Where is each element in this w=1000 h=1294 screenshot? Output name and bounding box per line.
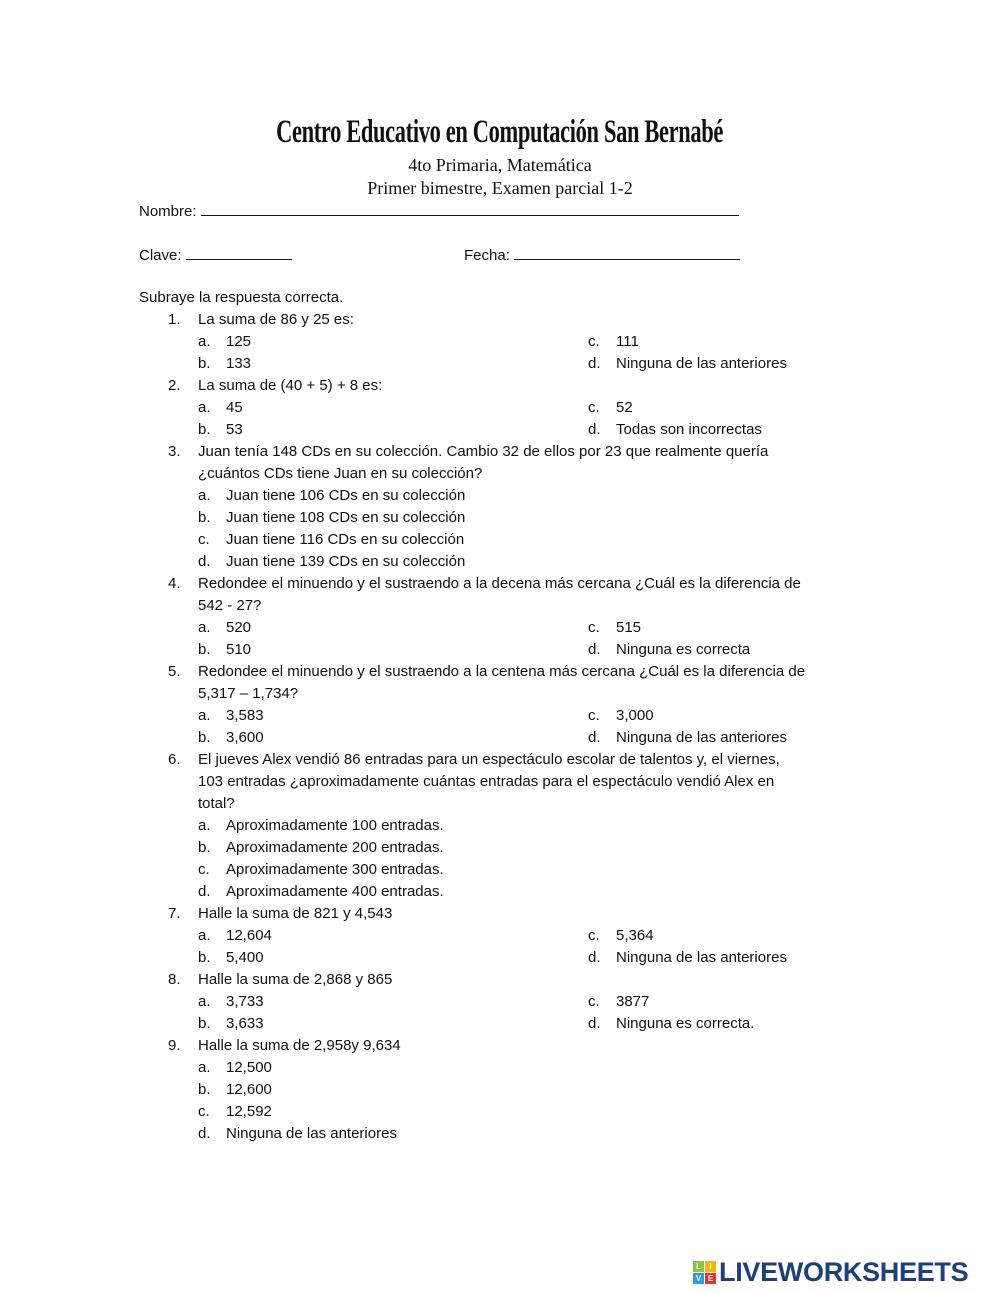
question-line (139, 375, 879, 397)
option-row (139, 1123, 879, 1145)
fecha-field[interactable] (464, 245, 740, 264)
question-6 (139, 749, 879, 903)
answer-option[interactable]: Aproximadamente 200 entradas. (226, 839, 444, 856)
subtitle-exam: Primer bimestre, Examen parcial 1-2 (367, 178, 633, 198)
option-row (139, 397, 879, 419)
answer-option[interactable]: Ninguna es correcta. (616, 1015, 755, 1032)
answer-option[interactable]: 5,400 (226, 949, 264, 966)
option-row (139, 507, 879, 529)
logo-tile: E (705, 1273, 716, 1284)
option-letter: d. (588, 729, 601, 746)
question-3 (139, 441, 879, 573)
answer-option[interactable]: 111 (616, 333, 639, 350)
option-row (139, 925, 879, 947)
exam-questions (139, 287, 879, 1145)
option-letter: b. (198, 1081, 211, 1098)
answer-option[interactable]: Aproximadamente 400 entradas. (226, 883, 444, 900)
question-text: Juan tenía 148 CDs en su colección. Cambio 32 de ellos por 23 que realmente quería (198, 443, 769, 460)
option-letter: d. (588, 1015, 601, 1032)
option-row (139, 1079, 879, 1101)
option-letter: c. (588, 707, 600, 724)
instruction: Subraye la respuesta correcta. (139, 289, 344, 306)
option-letter: c. (198, 1103, 210, 1120)
question-7 (139, 903, 879, 969)
question-line (139, 573, 879, 595)
option-row (139, 727, 879, 749)
question-text: 542 - 27? (198, 597, 262, 614)
option-letter: d. (588, 641, 601, 658)
option-row (139, 617, 879, 639)
question-number: 8. (168, 971, 181, 988)
question-8 (139, 969, 879, 1035)
option-letter: a. (198, 707, 211, 724)
option-letter: c. (588, 619, 600, 636)
clave-field[interactable] (139, 245, 292, 264)
logo-tile: I (705, 1261, 716, 1272)
answer-option[interactable]: 52 (616, 399, 633, 416)
answer-option[interactable]: 12,600 (226, 1081, 272, 1098)
option-letter: d. (198, 553, 211, 570)
name-field[interactable] (139, 201, 739, 220)
question-text: 5,317 – 1,734? (198, 685, 299, 702)
option-row (139, 947, 879, 969)
answer-option[interactable]: Ninguna de las anteriores (616, 729, 787, 746)
question-line (139, 661, 879, 683)
option-letter: b. (198, 421, 211, 438)
question-number: 9. (168, 1037, 181, 1054)
answer-option[interactable]: Ninguna de las anteriores (226, 1125, 397, 1142)
question-4 (139, 573, 879, 661)
answer-option[interactable]: Aproximadamente 100 entradas. (226, 817, 444, 834)
question-text: La suma de 86 y 25 es: (198, 311, 354, 328)
question-line (139, 309, 879, 331)
logo-text: LIVEWORKSHEETS (719, 1257, 969, 1287)
option-row (139, 1101, 879, 1123)
question-text: El jueves Alex vendió 86 entradas para un espectáculo escolar de talentos y, el viernes, (198, 751, 780, 768)
answer-option[interactable]: 45 (226, 399, 243, 416)
answer-option[interactable]: 133 (226, 355, 252, 372)
question-9 (139, 1035, 879, 1145)
question-2 (139, 375, 879, 441)
clave-blank-line[interactable] (186, 245, 292, 260)
option-letter: c. (198, 861, 210, 878)
answer-option[interactable]: Ninguna de las anteriores (616, 949, 787, 966)
option-letter: c. (588, 993, 600, 1010)
option-letter: c. (588, 927, 600, 944)
option-row (139, 639, 879, 661)
option-row (139, 705, 879, 727)
answer-option[interactable]: 3877 (616, 993, 650, 1010)
option-letter: a. (198, 817, 211, 834)
answer-option[interactable]: 3,583 (226, 707, 264, 724)
option-row (139, 991, 879, 1013)
answer-option[interactable]: 12,592 (226, 1103, 272, 1120)
option-letter: a. (198, 333, 211, 350)
option-letter: a. (198, 927, 211, 944)
option-letter: d. (588, 949, 601, 966)
question-line (139, 1035, 879, 1057)
option-letter: c. (588, 333, 600, 350)
option-letter: a. (198, 619, 211, 636)
option-row (139, 353, 879, 375)
name-blank-line[interactable] (201, 201, 739, 216)
question-line (139, 441, 879, 463)
answer-option[interactable]: 515 (616, 619, 642, 636)
option-letter: a. (198, 1059, 211, 1076)
question-number: 7. (168, 905, 181, 922)
question-line (139, 595, 879, 617)
question-number: 3. (168, 443, 181, 460)
option-row (139, 485, 879, 507)
answer-option[interactable]: Juan tiene 106 CDs en su colección (226, 487, 466, 504)
option-row (139, 331, 879, 353)
question-text: Halle la suma de 821 y 4,543 (198, 905, 393, 922)
option-row (139, 815, 879, 837)
logo-tile: L (693, 1261, 704, 1272)
option-letter: a. (198, 399, 211, 416)
option-letter: d. (588, 421, 601, 438)
question-number: 5. (168, 663, 181, 680)
question-number: 4. (168, 575, 181, 592)
option-letter: b. (198, 729, 211, 746)
fecha-label: Fecha: (464, 247, 510, 264)
answer-option[interactable]: Juan tiene 108 CDs en su colección (226, 509, 466, 526)
option-row (139, 1013, 879, 1035)
answer-option[interactable]: Todas son incorrectas (616, 421, 762, 438)
option-letter: d. (198, 883, 211, 900)
option-letter: c. (198, 531, 210, 548)
subtitle-grade: 4to Primaria, Matemática (408, 155, 592, 175)
school-title (0, 114, 1000, 151)
question-line (139, 771, 879, 793)
option-row (139, 859, 879, 881)
answer-option[interactable]: 3,633 (226, 1015, 264, 1032)
answer-option[interactable]: Ninguna de las anteriores (616, 355, 787, 372)
question-text: Redondee el minuendo y el sustraendo a la decena más cercana ¿Cuál es la diferencia de (198, 575, 801, 592)
option-row (139, 1057, 879, 1079)
question-text: Halle la suma de 2,958y 9,634 (198, 1037, 401, 1054)
answer-option[interactable]: Ninguna es correcta (616, 641, 751, 658)
option-row (139, 837, 879, 859)
name-label: Nombre: (139, 203, 197, 220)
option-row (139, 551, 879, 573)
answer-option[interactable]: 125 (226, 333, 252, 350)
question-line (139, 969, 879, 991)
logo-tiles-icon (693, 1261, 716, 1284)
answer-option[interactable]: Aproximadamente 300 entradas. (226, 861, 444, 878)
fecha-blank-line[interactable] (514, 245, 740, 260)
option-letter: a. (198, 487, 211, 504)
answer-option[interactable]: 3,000 (616, 707, 654, 724)
question-line (139, 463, 879, 485)
answer-option[interactable]: 12,604 (226, 927, 272, 944)
answer-option[interactable]: 53 (226, 421, 243, 438)
question-number: 2. (168, 377, 181, 394)
school-title-text: Centro Educativo en Computación San Bernabé (276, 114, 724, 150)
answer-option[interactable]: Juan tiene 116 CDs en su colección (226, 531, 465, 548)
option-letter: b. (198, 1015, 211, 1032)
question-text: Redondee el minuendo y el sustraendo a la centena más cercana ¿Cuál es la diferencia de (198, 663, 806, 680)
option-letter: b. (198, 509, 211, 526)
liveworksheets-logo (693, 1257, 968, 1288)
logo-tile: V (693, 1273, 704, 1284)
question-line (139, 749, 879, 771)
question-line (139, 793, 879, 815)
question-text: ¿cuántos CDs tiene Juan en su colección? (198, 465, 483, 482)
question-line (139, 903, 879, 925)
option-letter: c. (588, 399, 600, 416)
option-letter: d. (588, 355, 601, 372)
option-letter: b. (198, 839, 211, 856)
clave-label: Clave: (139, 247, 182, 264)
question-text: total? (198, 795, 235, 812)
answer-option[interactable]: 3,600 (226, 729, 264, 746)
answer-option[interactable]: 5,364 (616, 927, 654, 944)
option-letter: b. (198, 641, 211, 658)
option-row (139, 529, 879, 551)
question-number: 6. (168, 751, 181, 768)
question-line (139, 683, 879, 705)
answer-option[interactable]: 3,733 (226, 993, 264, 1010)
option-letter: a. (198, 993, 211, 1010)
question-number: 1. (168, 311, 181, 328)
option-letter: d. (198, 1125, 211, 1142)
answer-option[interactable]: 520 (226, 619, 252, 636)
option-letter: b. (198, 949, 211, 966)
question-5 (139, 661, 879, 749)
option-letter: b. (198, 355, 211, 372)
answer-option[interactable]: Juan tiene 139 CDs en su colección (226, 553, 466, 570)
question-text: 103 entradas ¿aproximadamente cuántas entradas para el espectáculo vendió Alex en (198, 773, 775, 790)
answer-option[interactable]: 510 (226, 641, 252, 658)
option-row (139, 881, 879, 903)
question-text: La suma de (40 + 5) + 8 es: (198, 377, 383, 394)
question-1 (139, 309, 879, 375)
option-row (139, 419, 879, 441)
answer-option[interactable]: 12,500 (226, 1059, 272, 1076)
question-text: Halle la suma de 2,868 y 865 (198, 971, 393, 988)
